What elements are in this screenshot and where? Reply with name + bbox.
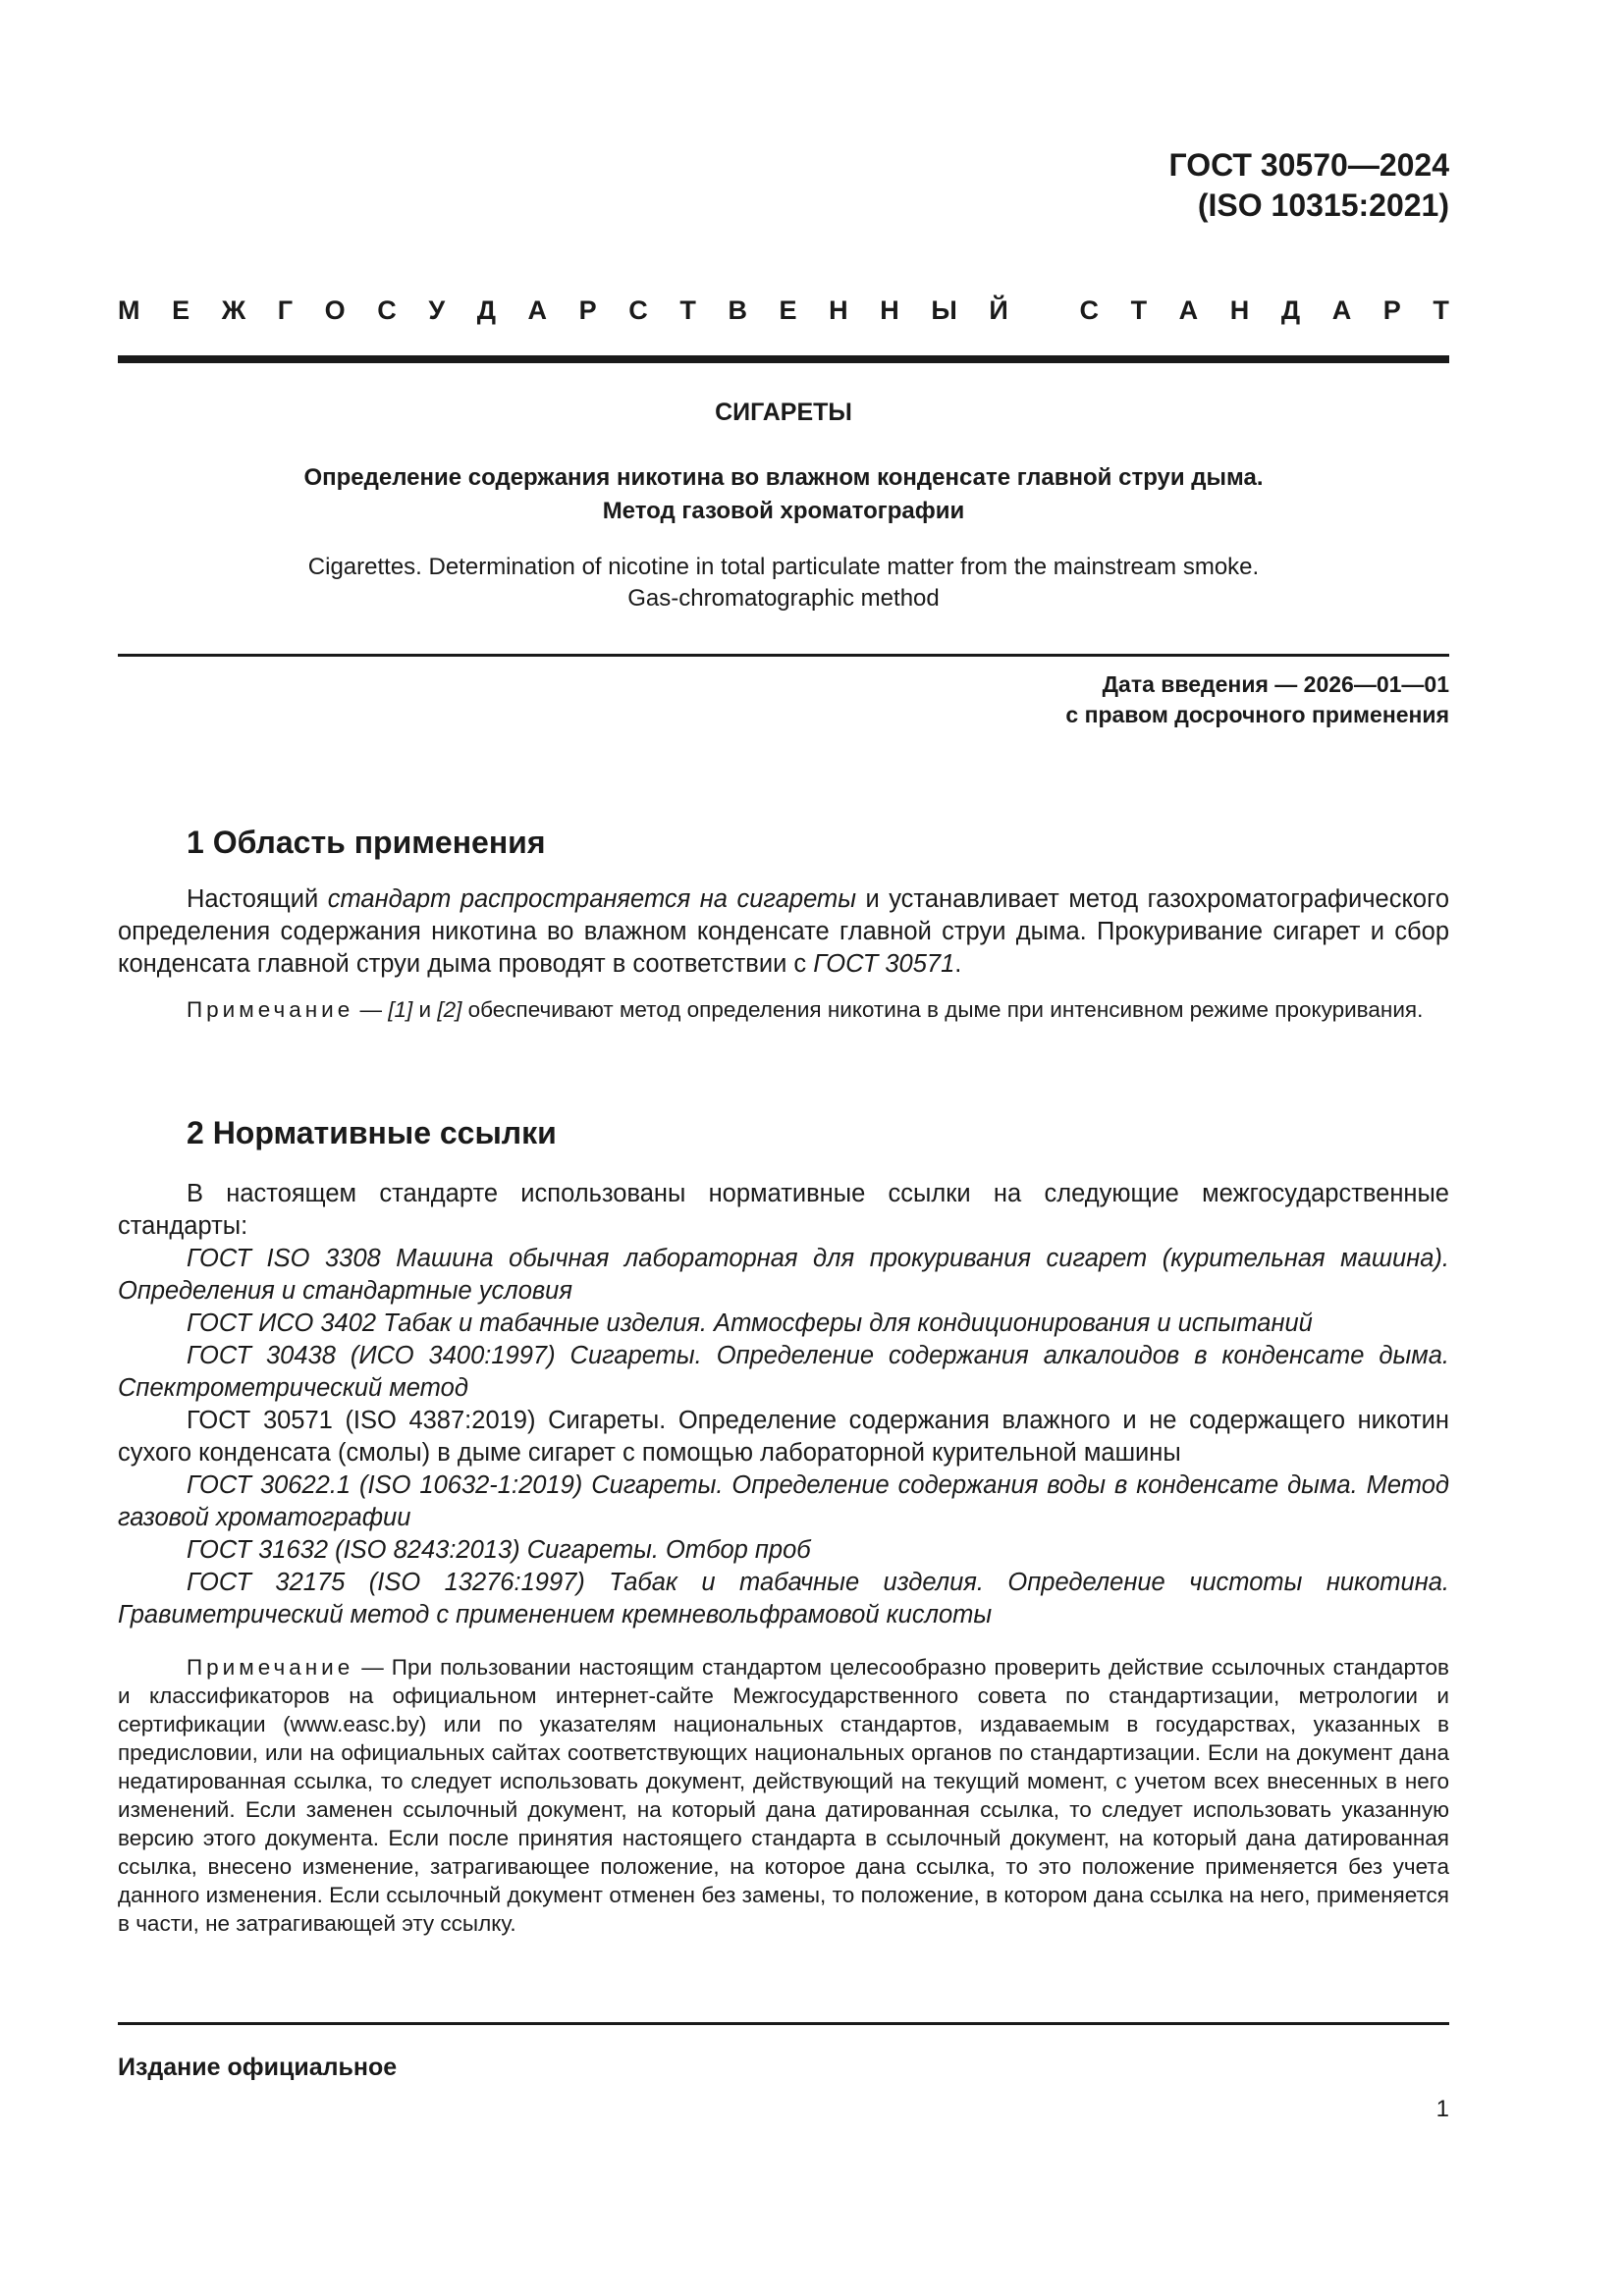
- text-run: и устанавливает метод газохроматографического определения содержания никотина во влажном конденсате главной струи дыма. Прокуривание сигарет и сбор конденсата главной струи дыма проводят в соответствии с: [118, 885, 1450, 978]
- heading-letter: Р: [578, 295, 597, 325]
- heading-letter: С: [628, 295, 648, 325]
- heading-letter: Д: [476, 295, 496, 325]
- normative-reference: ГОСТ ИСО 3402 Табак и табачные изделия. Атмосферы для кондиционирования и испытаний: [187, 1309, 1313, 1337]
- designation-iso: (ISO 10315:2021): [1197, 187, 1449, 223]
- early-application: с правом досрочного применения: [1065, 702, 1449, 727]
- title-rule: [118, 654, 1449, 657]
- normative-reference: ГОСТ 30571 (ISO 4387:2019) Сигареты. Определение содержания влажного и не содержащего никотин сухого конденсата (смолы) в дыме сигарет с помощью лабораторной курительной машины: [118, 1407, 1449, 1467]
- heading-letter: Т: [1130, 295, 1148, 325]
- text-run: Настоящий: [187, 885, 328, 913]
- normative-reference: ГОСТ 31632 (ISO 8243:2013) Сигареты. Отбор проб: [187, 1536, 811, 1564]
- product-title: СИГАРЕТЫ: [715, 399, 852, 426]
- text-run: —: [353, 997, 389, 1022]
- russian-title: [118, 461, 1449, 528]
- section-2-note: [118, 1653, 1449, 1938]
- normative-reference: ГОСТ 30438 (ИСО 3400:1997) Сигареты. Определение содержания алкалоидов в конденсате дыма. Спектрометрический метод: [118, 1342, 1449, 1402]
- heading-letter: С: [1079, 295, 1099, 325]
- heading-letter: Н: [880, 295, 899, 325]
- normative-reference: ГОСТ ISO 3308 Машина обычная лабораторная для прокуривания сигарет (курительная машина). Определения и стандартные условия: [118, 1245, 1449, 1305]
- normative-reference: ГОСТ 32175 (ISO 13276:1997) Табак и табачные изделия. Определение чистоты никотина. Гравиметрический метод с применением кремневольфрамовой кислоты: [118, 1569, 1449, 1629]
- text-run: обеспечивают метод определения никотина в дыме при интенсивном режиме прокуривания.: [461, 997, 1424, 1022]
- section-1-heading: 1 Область применения: [187, 825, 546, 860]
- bibliography-ref-2: [2]: [437, 997, 462, 1022]
- note-paragraph: [118, 995, 1449, 1024]
- heading-letter: Е: [172, 295, 190, 325]
- designation-number: ГОСТ 30570—2024: [1168, 147, 1449, 183]
- heading-gap: [1040, 294, 1048, 326]
- heading-letter: В: [728, 295, 747, 325]
- english-title: [118, 552, 1449, 614]
- heading-letter: Е: [779, 295, 797, 325]
- heading-letter: Ж: [221, 295, 246, 325]
- heading-letter: Т: [679, 295, 696, 325]
- introduction-date: Дата введения — 2026—01—01: [1102, 671, 1449, 697]
- footer-rule: [118, 2022, 1449, 2025]
- heading-letter: А: [1178, 295, 1199, 325]
- note-text: — При пользовании настоящим стандартом целесообразно проверить действие ссылочных стандартов и классификаторов на официальном интернет-сайте Межгосударственного совета по стандартизации, метрологии и сертификации (www.easc.by) или по указателям национальных стандартов, издаваемым в государствах, указанных в предисловии, или на официальных сайтах соответствующих национальных органов по стандартизации. Если на документ дана недатированная ссылка, то следует использовать документ, действующий на текущий момент, с учетом всех внесенных в него изменений. Если заменен ссылочный документ, на который дана датированная ссылка, то следует использовать указанную версию этого документа. Если после принятия настоящего стандарта в ссылочный документ, на который дана датированная ссылка, внесено изменение, затрагивающее положение, на которое дана ссылка, то это положение применяется без учета данного изменения. Если ссылочный документ отменен без замены, то положение, в котором дана ссылка на него, применяется в части, не затрагивающей эту ссылку.: [118, 1655, 1449, 1936]
- page-number: 1: [1435, 2096, 1449, 2122]
- text-run: и: [412, 997, 438, 1022]
- heading-letter: А: [1331, 295, 1352, 325]
- heading-letter: А: [527, 295, 548, 325]
- english-title-line1: Cigarettes. Determination of nicotine in total particulate matter from the mainstream smoke.: [307, 554, 1260, 580]
- bibliography-ref-1: [1]: [388, 997, 413, 1022]
- heading-letter: С: [377, 295, 397, 325]
- reference-gost-30571: ГОСТ 30571: [813, 950, 955, 978]
- heading-letter: О: [324, 295, 346, 325]
- text-run: .: [954, 950, 962, 978]
- english-title-line2: Gas-chromatographic method: [627, 585, 940, 612]
- official-edition: Издание официальное: [118, 2054, 398, 2081]
- heading-letter: Г: [277, 295, 294, 325]
- heading-letter: Р: [1382, 295, 1401, 325]
- heading-letter: Й: [989, 295, 1008, 325]
- heading-letter: Н: [829, 295, 848, 325]
- heading-letter: Ы: [931, 295, 957, 325]
- russian-title-line1: Определение содержания никотина во влажном конденсате главной струи дыма.: [303, 464, 1264, 491]
- standard-designation: [1168, 145, 1449, 226]
- heading-letter: У: [428, 295, 446, 325]
- section-1-body: [118, 883, 1449, 981]
- section-1-note: [118, 995, 1449, 1024]
- interstate-standard-heading: [118, 294, 1449, 326]
- section-1-paragraph: [118, 883, 1449, 981]
- section-2-heading: 2 Нормативные ссылки: [187, 1115, 557, 1150]
- note-label: Примечание: [187, 1655, 354, 1680]
- introduction-date-block: [1065, 669, 1449, 730]
- note-paragraph: [118, 1653, 1449, 1938]
- section-2-intro: В настоящем стандарте использованы нормативные ссылки на следующие межгосударственные стандарты:: [118, 1180, 1449, 1240]
- heading-letter: Н: [1229, 295, 1250, 325]
- note-label: Примечание: [187, 997, 354, 1022]
- heading-letter: Д: [1280, 295, 1301, 325]
- text-run-italic: стандарт распространяется на сигареты: [327, 885, 856, 913]
- heading-letter: Т: [1433, 295, 1449, 325]
- section-2-body: [118, 1178, 1449, 1631]
- header-thick-rule: [118, 355, 1449, 363]
- normative-reference: ГОСТ 30622.1 (ISO 10632-1:2019) Сигареты. Определение содержания воды в конденсате дыма. Метод газовой хроматографии: [118, 1471, 1449, 1531]
- heading-letter: М: [118, 295, 140, 325]
- russian-title-line2: Метод газовой хроматографии: [602, 498, 965, 524]
